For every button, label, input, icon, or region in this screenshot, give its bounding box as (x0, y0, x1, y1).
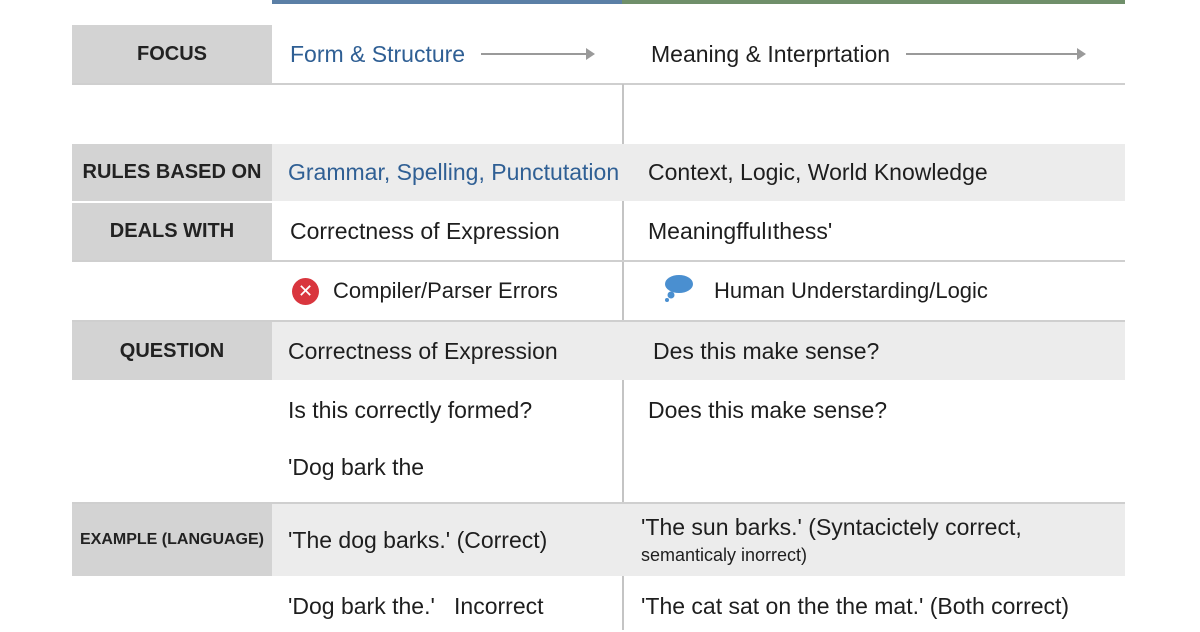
rules-label: RULES BASED ON (72, 144, 272, 201)
rules-col1: Grammar, Spelling, Punctutation (288, 159, 620, 185)
focus-col2-text: Meaning & Interprtation (651, 40, 891, 67)
arrow-right-icon (906, 53, 1084, 55)
question2-col2: Does this make sense? (648, 396, 888, 423)
errors-col2 (662, 262, 1132, 320)
divider (72, 83, 1125, 85)
rules-col2: Context, Logic, World Knowledge (648, 159, 988, 185)
example-col1: 'The dog barks.' (Correct) (288, 526, 548, 553)
errors-col1 (292, 262, 622, 320)
question-row (72, 322, 1125, 380)
deals-label: DEALS WITH (72, 203, 272, 260)
example2-col1: 'Dog bark the.' Incorrect (288, 592, 544, 619)
column-header-accent-blue (272, 0, 622, 4)
question2-row (72, 380, 1125, 502)
errors-col2-text: Human Understarding/Logic (714, 278, 988, 303)
example-col2-line2: semanticaly inorrect) (641, 545, 808, 565)
example-label: EXAMPLE (LANGUAGE) (72, 504, 272, 576)
focus-row (72, 25, 1125, 83)
example-col2 (641, 504, 1111, 576)
question-col1: Correctness of Expression (288, 337, 558, 364)
question-label: QUESTION (72, 322, 272, 380)
errors-row (72, 262, 1125, 320)
example2-row (72, 580, 1125, 632)
example-row (72, 504, 1125, 576)
deals-col2: Meaningffulıthess' (648, 218, 833, 244)
focus-label: FOCUS (72, 25, 272, 83)
example2-col2: 'The cat sat on the the mat.' (Both correct) (641, 592, 1070, 619)
question2-col1-line2: 'Dog bark the (288, 453, 425, 480)
column-header-accent-green (622, 0, 1125, 4)
deals-col1: Correctness of Expression (290, 218, 560, 244)
arrow-right-icon (481, 53, 593, 55)
focus-col1-text: Form & Structure (290, 40, 466, 67)
focus-col2 (651, 25, 1121, 83)
deals-row (72, 203, 1125, 260)
error-x-icon: ✕ (292, 278, 319, 305)
thought-bubble-icon (662, 273, 694, 309)
focus-col1 (290, 25, 620, 83)
question-col2: Des this make sense? (653, 337, 880, 364)
errors-col1-text: Compiler/Parser Errors (333, 278, 558, 303)
rules-row (72, 144, 1125, 201)
example-col2-line1: 'The sun barks.' (Syntacictely correct, (641, 514, 1022, 540)
question2-col1-line1: Is this correctly formed? (288, 396, 533, 423)
